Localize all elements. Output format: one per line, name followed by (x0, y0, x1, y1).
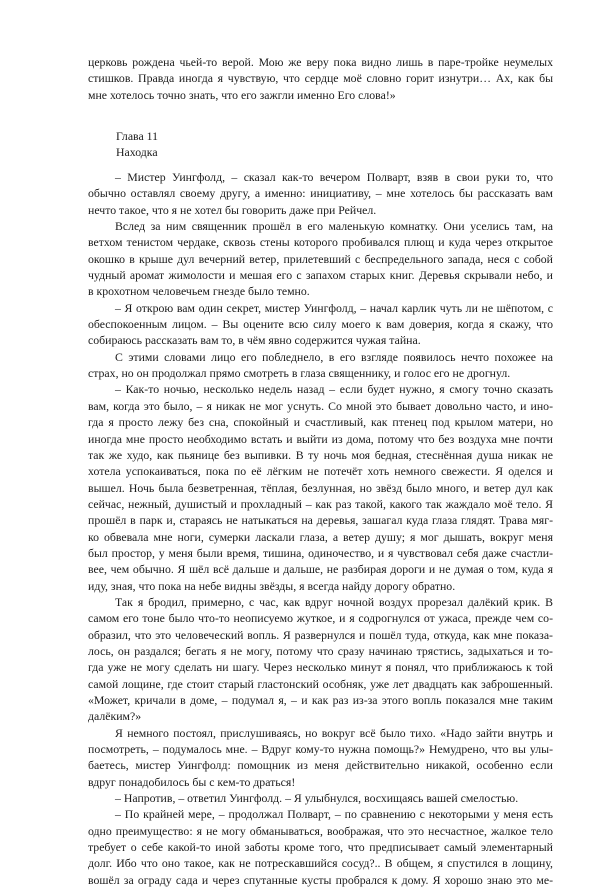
text-line: иду, зная, что пока на небе видны звёзды, я всегда найду дорогу обратно. (88, 578, 456, 593)
text-line: вее, чем обычно. Я шёл всё дальше и дальше, не разбирая дороги и не думая о том, куда я (88, 562, 553, 577)
text-line: баетесь, мистер Уингфолд: помощник из меня действительно никакой, особенно если (88, 758, 553, 773)
text-line: был простор, у меня были время, тишина, одиночество, и я чувствовал себя даже счастли- (88, 545, 553, 560)
text-line: ко обвевала мне ноги, сумерки ласкали глаза, а ветер душу; я мог дышать, вокруг меня (88, 529, 553, 544)
text-line: лось, он раздался; бегать я не могу, потому что сразу начинаю трястись, задыхаться и то- (88, 643, 553, 658)
text-line: окошко в крыше дул вечерний ветер, прилетевший с беспредельного запада, неся с собой (88, 251, 553, 266)
text-line: С этими словами лицо его побледнело, в его взгляде появилось нечто похожее на (115, 349, 553, 364)
text-line: гда уже не могу сделать ни шагу. Через несколько минут я понял, что приближаюсь к той (88, 660, 553, 675)
text-line: сейчас, нежный, душистый и прохладный – как раз такой, какого так жаждало моё тело. Я (88, 496, 553, 511)
text-line: – Как-то ночью, несколько недель назад – если будет нужно, я смогу точно сказать (115, 382, 553, 397)
text-line: самой лощине, где стоит старый гластонский особняк, уже лет двадцать как заброшенный. (88, 676, 553, 691)
text-line: далёким?» (88, 709, 142, 724)
text-line: хотела успокаиваться, пока по её лёгким не потечёт хоть немного свежести. Я оделся и (88, 464, 553, 479)
text-line: самом его тоне было что-то неописуемо жуткое, и я содрогнулся от ужаса, прежде чем со- (88, 611, 553, 626)
text-line: – Напротив, – ответил Уингфолд. – Я улыбнулся, восхищаясь вашей смелостью. (115, 791, 519, 806)
text-line: «Может, кричали в доме, – подумал я, – и как раз из-за этого вопль показался мне таким (88, 693, 553, 707)
chapter-body (88, 169, 553, 888)
text-line: требует о себе какой-то иной заботы кроме того, что предписывает самый элементарный (88, 840, 553, 855)
text-line: вдруг понадобилось бы с кем-то драться! (88, 774, 296, 789)
text-line: – Я открою вам один секрет, мистер Уингфолд, – начал карлик чуть ли не шёпотом, с (115, 300, 553, 315)
text-line: страх, но он продолжал прямо смотреть в глаза священнику, и голос его не дрогнул. (88, 366, 511, 381)
text-line: чудный аромат жимолости и мешая его с запахом старых книг. Деревья скрывали небо, и (88, 268, 553, 283)
text-line: обеспокоенным лицом. – Вы оцените всю силу моего к вам доверия, когда я скажу, что (88, 317, 553, 332)
text-line: – По крайней мере, – продолжал Полварт, – по сравнению с некоторыми у меня есть (115, 807, 553, 822)
intro-paragraph (88, 54, 553, 103)
text-line: Вслед за ним священник прошёл в его маленькую комнатку. Они уселись там, на (115, 219, 553, 234)
text-line: мне хотелось точно знать, что его зажгли именно Его слова!» (88, 87, 396, 102)
text-line: Так я бродил, примерно, с час, как вдруг ночной воздух прорезал далёкий крик. В (115, 594, 553, 609)
chapter-title: Находка (116, 145, 158, 159)
text-line: долг. Ибо что оно такое, как не потрескавшийся сосуд?.. В общем, я спустился в лощину, (88, 856, 553, 871)
text-line: образил, что это человеческий вопль. Я развернулся и пошёл туда, откуда, как мне показа- (88, 627, 553, 642)
text-line: нечто такое, что я не хотел бы говорить даже при Рейчел. (88, 202, 377, 217)
text-line: Я немного постоял, прислушиваясь, но вокруг всё было тихо. «Надо зайти внутрь и (115, 725, 553, 740)
text-line: обычно оставлял своему другу, а именно: инициативу, – мне хотелось бы рассказать вам (88, 186, 553, 201)
text-line: стишков. Правда иногда я чувствую, что сердце моё словно горит изнутри… Ах, как бы (88, 71, 553, 86)
text-line: вышел. Ночь была безветренная, тёплая, безлунная, но звёзд было много, и ветер дул как (88, 480, 553, 495)
text-line: вошёл за ограду сада и через спутанные кусты пробрался к дому. Я хорошо знаю это ме- (88, 872, 553, 887)
text-line: в крохотном человечьем гнезде было темно. (88, 284, 310, 299)
text-line: ветхом тенистом чердаке, сквозь стены которого пробивался плющ и куда через открытое (88, 235, 553, 250)
text-line: иногда мне просто необходимо встать и выйти из дома, потому что без воздуха мне почти (88, 431, 553, 446)
chapter-number: Глава 11 (116, 129, 159, 143)
text-line: прошёл в парк и, стараясь не натыкаться на деревья, зашагал куда глаза глядят. Трава мяг- (88, 513, 553, 528)
text-line: одно преимущество: я не могу обманываться, воображая, что это несчастное, жалкое тело (88, 823, 553, 838)
text-line: церковь рождена чьей-то верой. Мою же веру пока видно лишь в паре-тройке неумелых (88, 55, 553, 69)
text-line: гда я просто лежу без сна, спокойный и счастливый, как птенец под крылом матери, но (88, 415, 553, 430)
text-line: собираюсь рассказать вам то, в чём явно содержится чужая тайна. (88, 333, 421, 348)
text-line: посмотреть, – подумалось мне. – Вдруг кому-то нужна помощь?» Немудрено, что вы улы- (88, 742, 553, 757)
text-line: – Мистер Уингфолд, – сказал как-то вечером Полварт, взяв в свои руки то, что (115, 170, 553, 184)
text-line: так же худо, как пьянице без выпивки. В ту ночь моя бедная, стеснённая душа никак не (88, 447, 553, 462)
text-line: вам, когда это было, – я никак не мог уснуть. Со мной это бывает довольно часто, и ино- (88, 398, 553, 413)
